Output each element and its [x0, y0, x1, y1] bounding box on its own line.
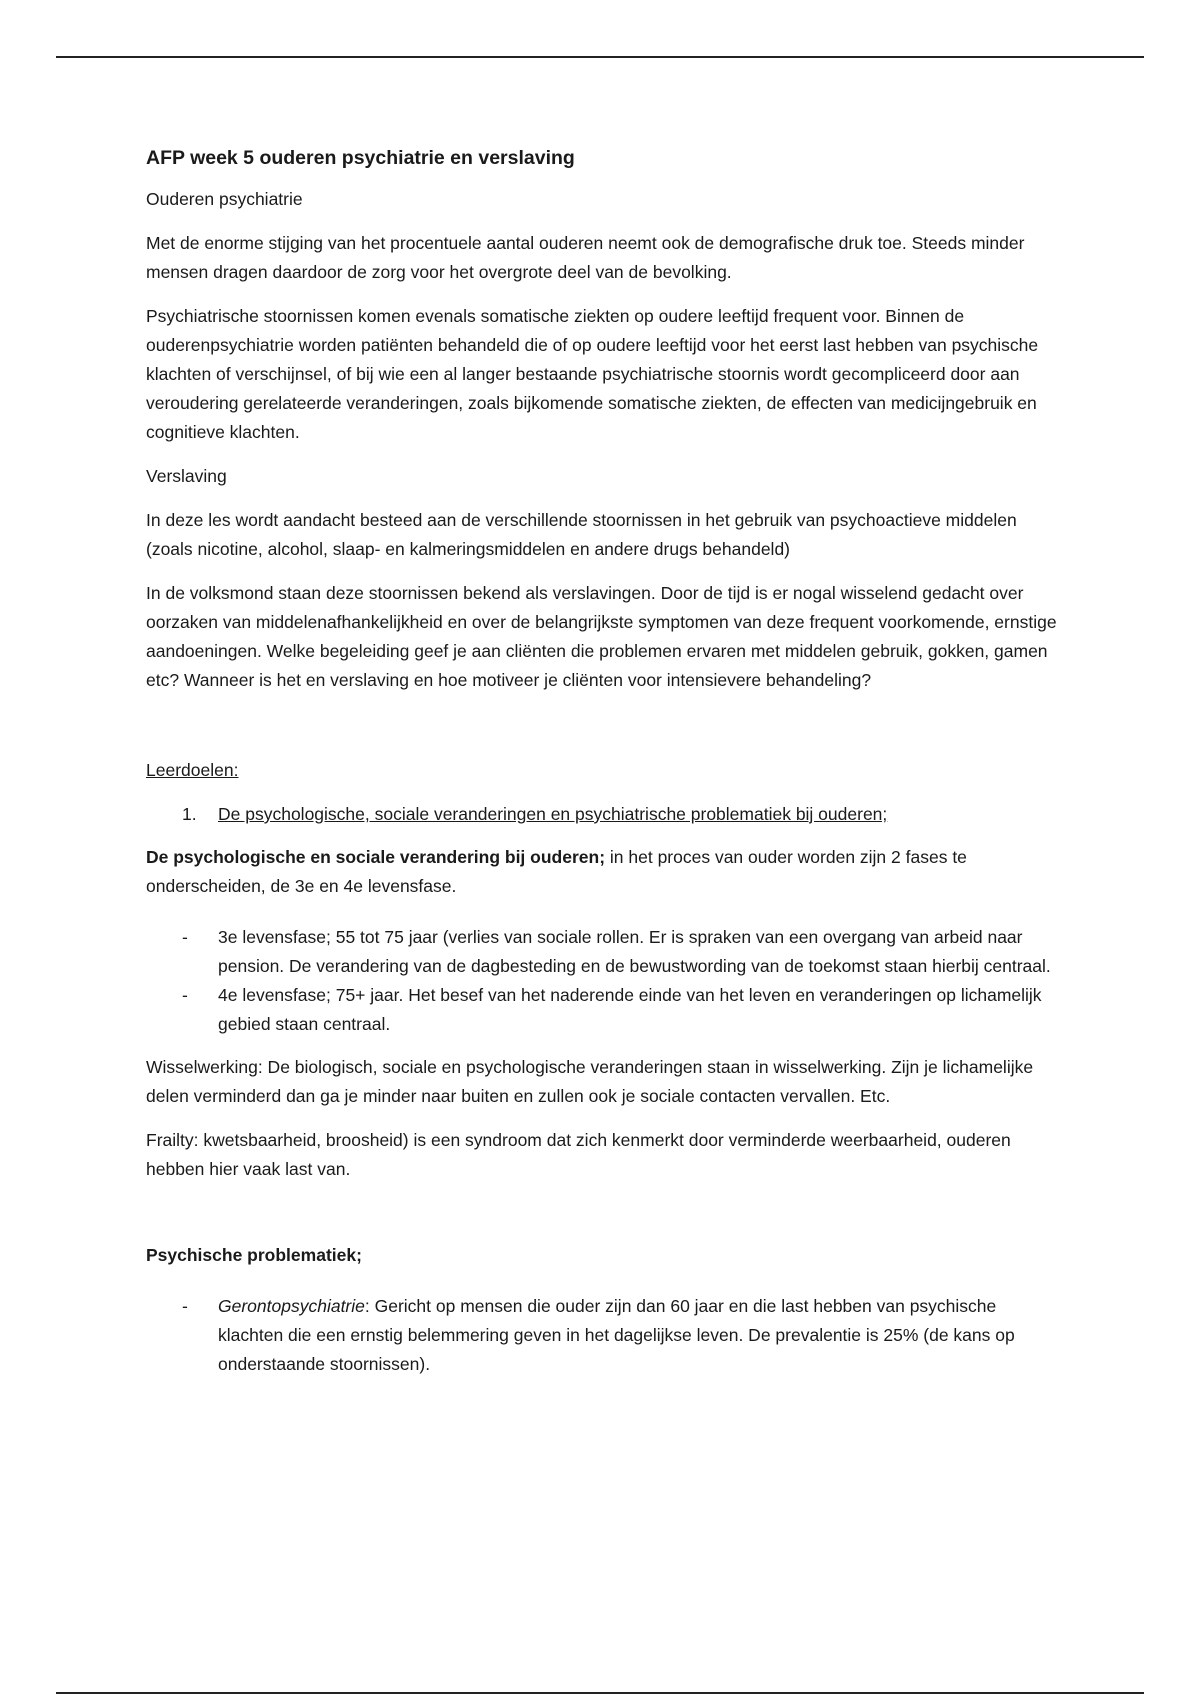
list-item: [146, 981, 1066, 1039]
blank-line: [146, 710, 1066, 756]
paragraph-demografische-druk: Met de enorme stijging van het procentuele aantal ouderen neemt ook de demografische druk toe. Steeds minder mensen dragen daardoor de zorg voor het overgrote deel van de bevolking.: [146, 233, 1025, 282]
heading-psychische-problematiek: Psychische problematiek;: [146, 1245, 362, 1265]
leerdoel-text: De psychologische, sociale veranderingen en psychiatrische problematiek bij ouderen;: [218, 804, 888, 824]
paragraph-wisselwerking: Wisselwerking: De biologisch, sociale en psychologische veranderingen staan in wisselwerking. Zijn je lichamelijke delen verminderd dan ga je minder naar buiten en zullen ook je sociale contacten vervallen. Etc.: [146, 1057, 1034, 1106]
list-item: [146, 923, 1066, 981]
bottom-rule: [56, 1692, 1144, 1694]
verandering-lead-rest: in het proces van ouder worden zijn 2 fases te onderscheiden, de 3e en 4e levensfase.: [146, 847, 967, 896]
blank-line: [146, 1199, 1066, 1241]
heading-verslaving: Verslaving: [146, 466, 227, 486]
leerdoel-number: 1.: [182, 804, 197, 824]
list-item: [146, 1292, 1066, 1379]
paragraph-frailty: Frailty: kwetsbaarheid, broosheid) is een syndroom dat zich kenmerkt door verminderde weerbaarheid, ouderen hebben hier vaak last van.: [146, 1130, 1011, 1179]
problematiek-list: [146, 1292, 1066, 1379]
gerontopsychiatrie-term: Gerontopsychiatrie: [218, 1296, 365, 1316]
top-rule: [56, 56, 1144, 58]
gerontopsychiatrie-text: [218, 1296, 1015, 1374]
dash-bullet: -: [182, 927, 188, 947]
heading-leerdoelen: Leerdoelen:: [146, 760, 239, 780]
verandering-lead-bold: De psychologische en sociale verandering bij ouderen;: [146, 847, 606, 867]
leerdoelen-list: [146, 800, 1066, 829]
gerontopsychiatrie-description: : Gericht op mensen die ouder zijn dan 60 jaar en die last hebben van psychische klachten die een ernstig belemmering geven in het dagelijkse leven. De prevalentie is 25% (de kans op onderstaande stoornissen).: [218, 1296, 1015, 1374]
heading-ouderen-psychiatrie: Ouderen psychiatrie: [146, 189, 303, 209]
document-body: [146, 143, 1066, 1393]
levensfase-4-text: 4e levensfase; 75+ jaar. Het besef van het naderende einde van het leven en veranderingen op lichamelijk gebied staan centraal.: [218, 985, 1042, 1034]
leerdoel-item: [146, 800, 1066, 829]
paragraph-volksmond: In de volksmond staan deze stoornissen bekend als verslavingen. Door de tijd is er nogal wisselend gedacht over oorzaken van middelenafhankelijkheid en over de belangrijkste symptomen van deze frequent voorkomende, ernstige aandoeningen. Welke begeleiding geef je aan cliënten die problemen ervaren met middelen gebruik, gokken, gamen etc? Wanneer is het en verslaving en hoe motiveer je cliënten voor intensievere behandeling?: [146, 583, 1057, 690]
paragraph-psychoactieve-middelen: In deze les wordt aandacht besteed aan de verschillende stoornissen in het gebruik van psychoactieve middelen (zoals nicotine, alcohol, slaap- en kalmeringsmiddelen en andere drugs behandeld): [146, 510, 1017, 559]
document-title: AFP week 5 ouderen psychiatrie en verslaving: [146, 147, 575, 169]
dash-bullet: -: [182, 985, 188, 1005]
levensfase-list: [146, 923, 1066, 1039]
paragraph-psychiatrische-stoornissen: Psychiatrische stoornissen komen evenals somatische ziekten op oudere leeftijd frequent voor. Binnen de ouderenpsychiatrie worden patiënten behandeld die of op oudere leeftijd voor het eerst last hebben van psychische klachten of verschijnsel, of bij wie een al langer bestaande psychiatrische stoornis wordt gecompliceerd door aan veroudering gerelateerde veranderingen, zoals bijkomende somatische ziekten, de effecten van medicijngebruik en cognitieve klachten.: [146, 306, 1039, 442]
paragraph-verandering: [146, 843, 1066, 901]
dash-bullet: -: [182, 1296, 188, 1316]
levensfase-3-text: 3e levensfase; 55 tot 75 jaar (verlies van sociale rollen. Er is spraken van een overgang van arbeid naar pension. De verandering van de dagbesteding en de bewustwording van de toekomst staan hierbij centraal.: [218, 927, 1051, 976]
